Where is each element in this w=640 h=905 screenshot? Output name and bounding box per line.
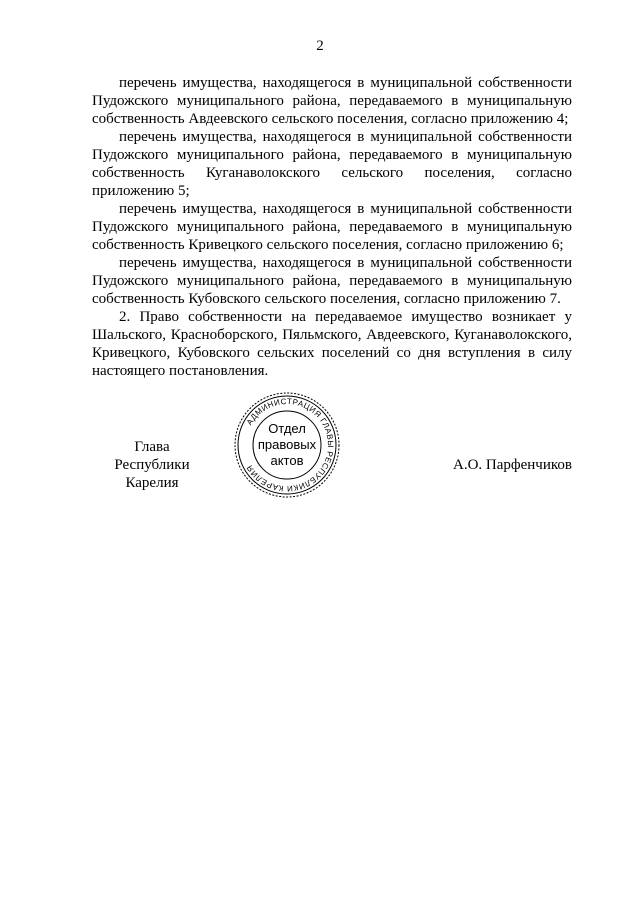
signatory-title-line2: Республики Карелия xyxy=(114,457,190,491)
signatory-title-line1: Глава xyxy=(134,439,170,455)
paragraph-appendix-5: перечень имущества, находящегося в муниципальной собственности Пудожского муниципального района, передаваемого в муниципальную собственность Куганаволокского сельского поселения, согласно приложению 5; xyxy=(92,129,572,199)
stamp-line3: актов xyxy=(270,453,304,468)
paragraph-appendix-6: перечень имущества, находящегося в муниципальной собственности Пудожского муниципального района, передаваемого в муниципальную собственность Кривецкого сельского поселения, согласно приложению 6; xyxy=(92,201,572,253)
document-body xyxy=(92,74,572,380)
signature-block xyxy=(92,396,572,548)
signatory-title xyxy=(92,438,212,492)
stamp-line2: правовых xyxy=(257,437,317,452)
paragraph-appendix-7: перечень имущества, находящегося в муниципальной собственности Пудожского муниципального района, передаваемого в муниципальную собственность Кубовского сельского поселения, согласно приложению 7. xyxy=(92,255,572,307)
stamp-seal-graphic xyxy=(232,390,342,500)
paragraph-ownership: 2. Право собственности на передаваемое имущество возникает у Шальского, Красноборского, Пяльмского, Авдеевского, Куганаволокского, Кривецкого, Кубовского сельских поселений со дня вступления в силу настоящего постановления. xyxy=(92,309,572,379)
stamp-line1: Отдел xyxy=(268,421,306,436)
signatory-name: А.О. Парфенчиков xyxy=(453,457,572,473)
stamp-seal xyxy=(232,390,342,500)
page-number: 2 xyxy=(316,38,324,54)
paragraph-appendix-4: перечень имущества, находящегося в муниципальной собственности Пудожского муниципального района, передаваемого в муниципальную собственность Авдеевского сельского поселения, согласно приложению 4; xyxy=(92,75,572,127)
stamp-ring-text: АДМИНИСТРАЦИЯ ГЛАВЫ РЕСПУБЛИКИ КАРЕЛИЯ xyxy=(244,396,336,494)
